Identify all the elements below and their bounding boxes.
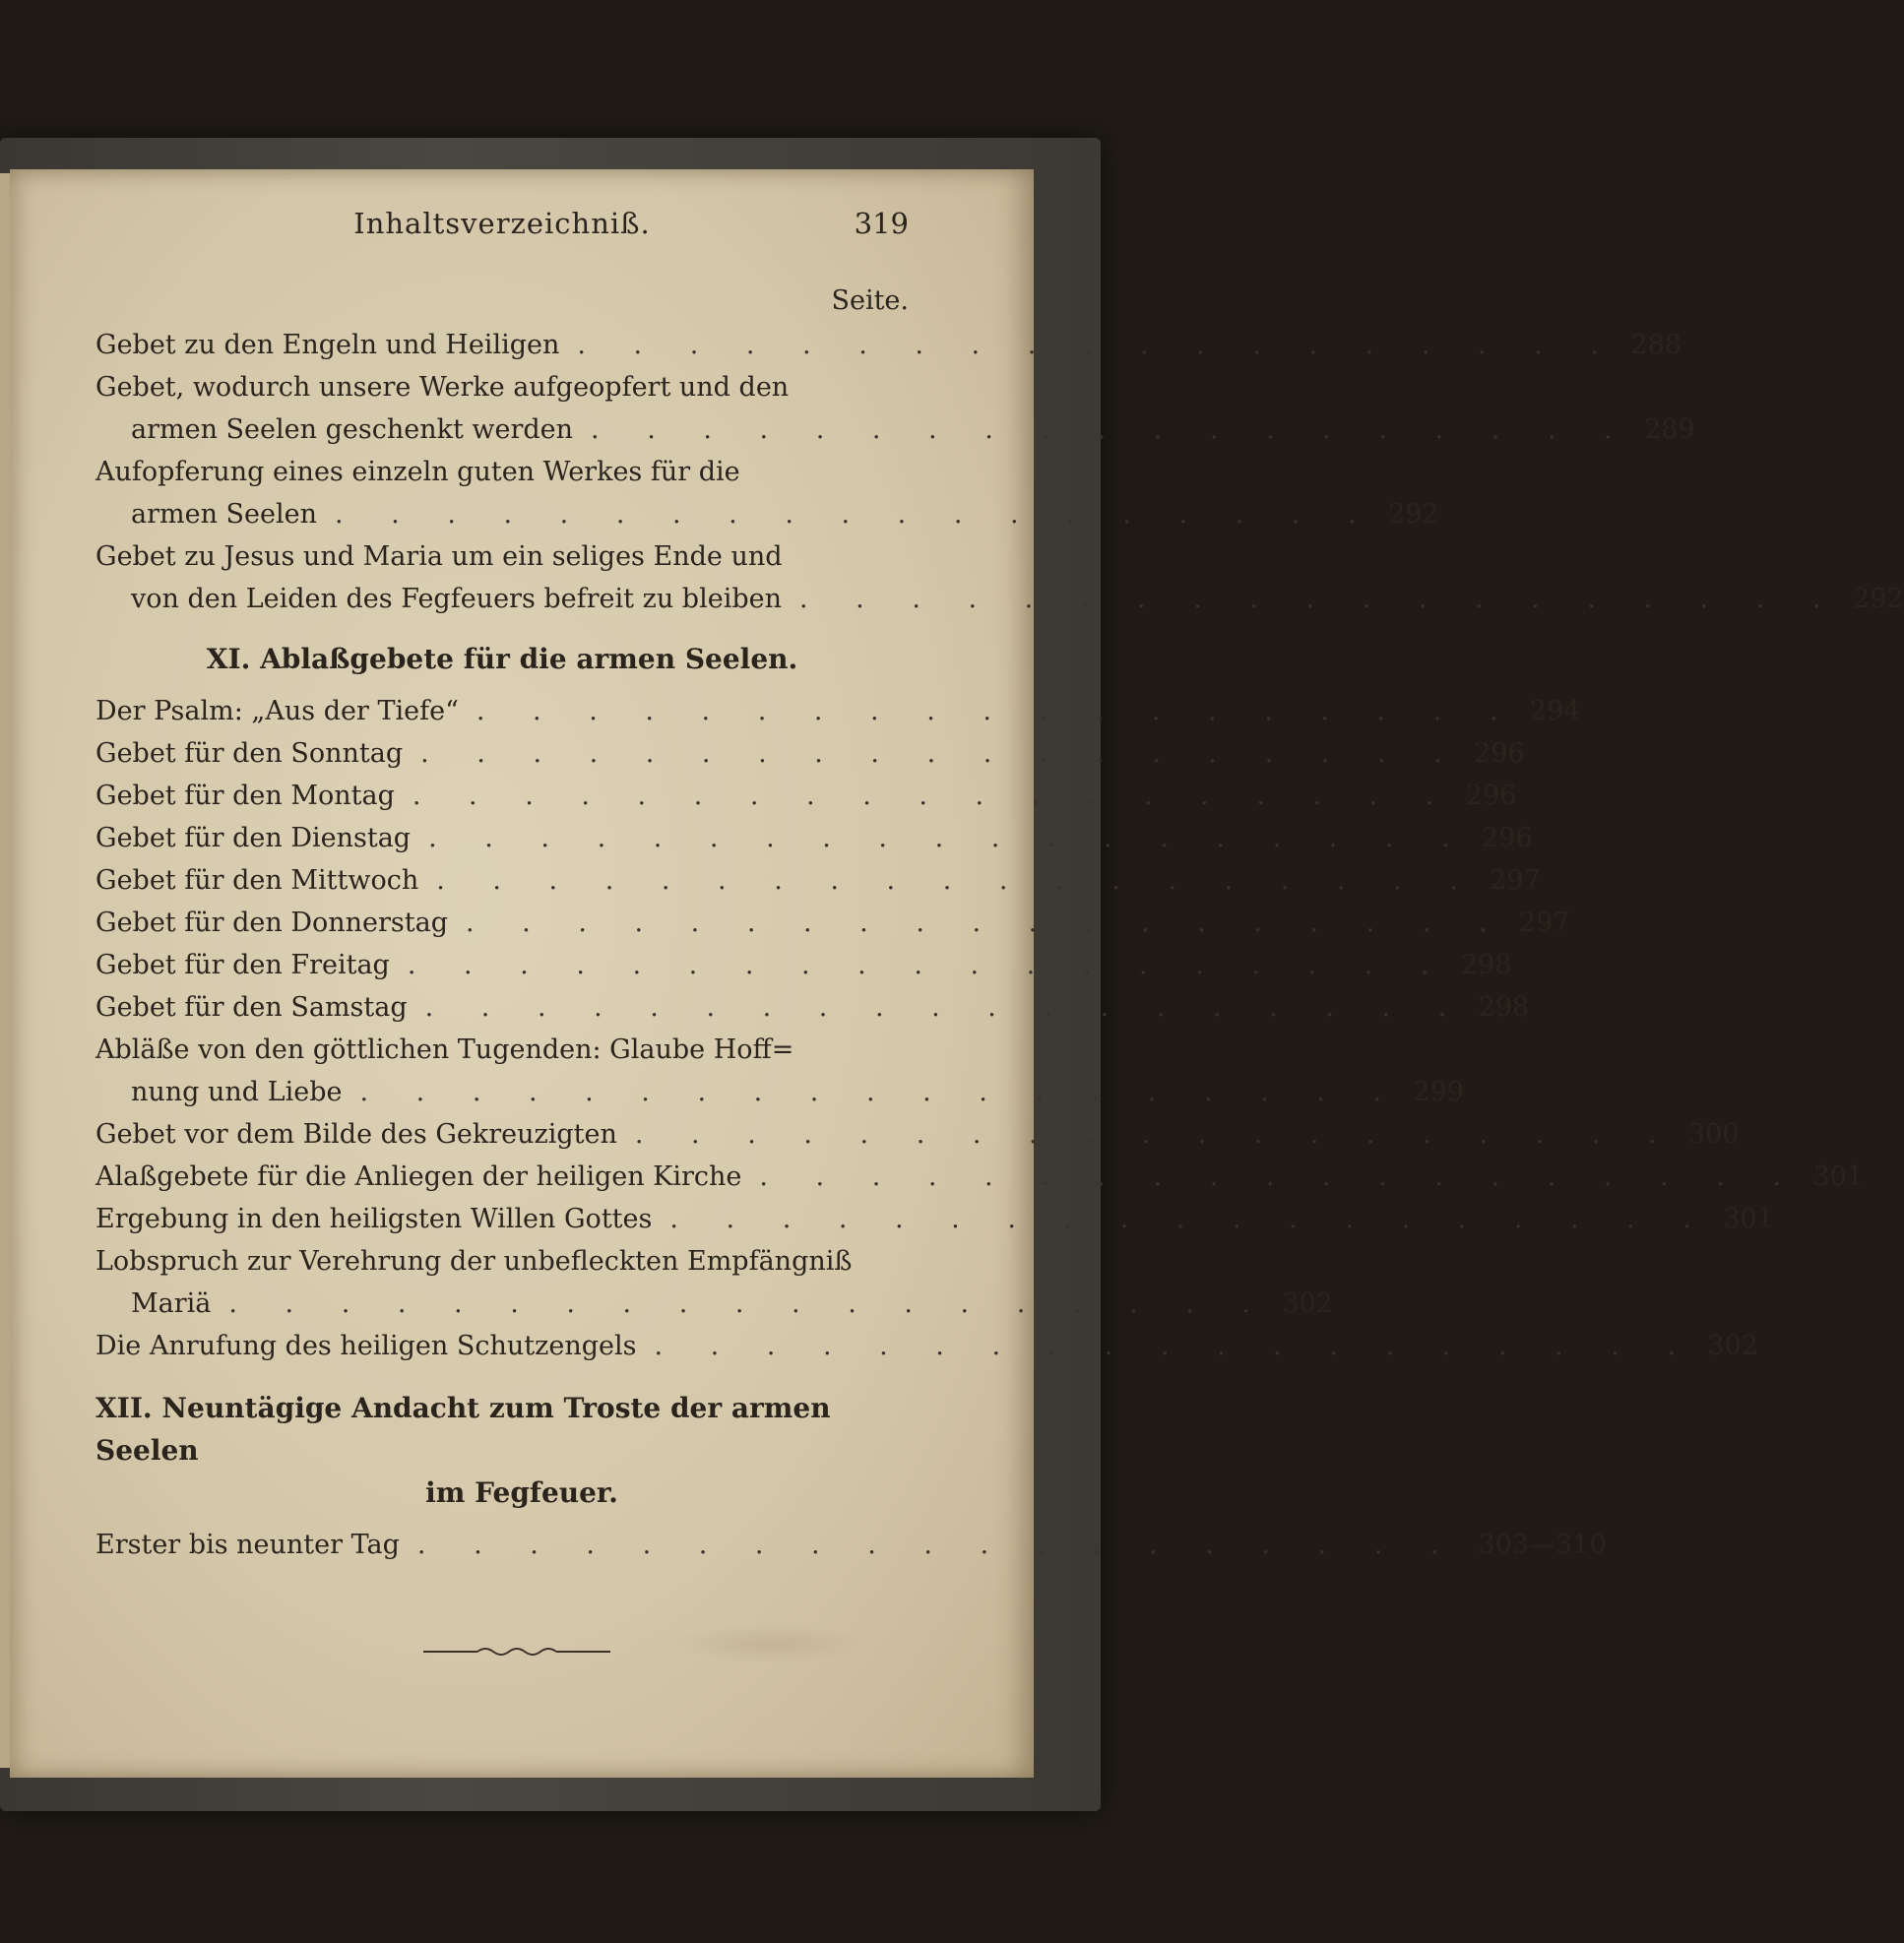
page-column-label: Seite. [831,285,909,316]
toc-entry [95,451,1439,535]
toc-page-number: 301 [1812,1161,1864,1192]
toc-page-number: 292 [1388,499,1439,530]
leader-dots: . . . . . . . . . . . . . . . . . . . [335,499,1376,530]
page-number: 319 [854,207,909,240]
toc-entry [95,1524,1607,1566]
toc-entry-text: Lobspruch zur Verehrung der unbefleckten Empfängniß [95,1246,853,1277]
ornament-divider [423,1644,610,1660]
toc-entry-text: Gebet für den Mittwoch [95,865,419,896]
toc-entry-text: Der Psalm: „Aus der Tiefe“ [95,696,459,726]
section-xii-line1: XII. Neuntägige Andacht zum Troste der armen Seelen [95,1392,831,1467]
section-heading-xii [95,1387,909,1514]
toc-page-number: 298 [1478,992,1530,1023]
leader-dots: . . . . . . . . . . . . . . . . . . . [359,1077,1402,1107]
toc-entry-line [95,859,1541,902]
toc-entry [95,690,1581,732]
toc-entry-text: Alaßgebete für die Anliegen der heiligen Kirche [95,1161,742,1192]
toc-entry-line [95,1071,1465,1113]
toc-entry-line [95,1240,909,1283]
toc-entry-line [95,944,1512,986]
toc-entry-text: Gebet für den Freitag [95,950,390,980]
toc-entry [95,986,1530,1029]
toc-entry-line [95,1283,1333,1325]
toc-entry-text: Mariä [131,1288,212,1319]
toc-entry-line [95,1198,1774,1240]
toc-entry [95,732,1525,775]
toc-entry [95,775,1517,817]
toc-page-number: 289 [1644,414,1695,445]
toc-entry-text: Die Anrufung des heiligen Schutzengels [95,1331,637,1361]
toc-entry-line [95,902,1570,944]
toc-entry-text: Ergebung in den heiligsten Willen Gottes [95,1204,653,1234]
toc-entry [95,944,1512,986]
leader-dots: . . . . . . . . . . . . . . . . . . . [577,330,1618,360]
toc-entry [95,1325,1759,1367]
leader-dots: . . . . . . . . . . . . . . . . . . . [228,1288,1270,1319]
leader-dots: . . . . . . . . . . . . . . . . . . . [436,865,1478,896]
leader-dots: . . . . . . . . . . . . . . . . . . . [416,1530,1459,1560]
page-stain [669,1624,866,1663]
entries-section-xii [95,1524,1607,1566]
toc-entry [95,1240,1333,1325]
toc-entry-line [95,690,1581,732]
toc-page-number: 292 [1853,584,1904,614]
leader-dots: . . . . . . . . . . . . . . . . . . . [634,1119,1677,1150]
toc-page-number: 300 [1687,1119,1740,1150]
toc-entry-text: Gebet für den Samstag [95,992,408,1023]
leader-dots: . . . . . . . . . . . . . . . . . . . [759,1161,1801,1192]
leader-dots: . . . . . . . . . . . . . . . . . . . [799,584,1841,614]
toc-entry [95,1113,1740,1156]
toc-entry [95,1029,1465,1113]
toc-entry-text: Gebet für den Sonntag [95,738,404,769]
toc-page-number: 288 [1630,330,1682,360]
toc-entry-text: Erster bis neunter Tag [95,1530,400,1560]
toc-entry [95,366,1695,451]
toc-page-number: 302 [1282,1288,1333,1319]
toc-entry [95,1198,1774,1240]
toc-entry-line [95,986,1530,1029]
toc-entry-line [95,324,1682,366]
toc-entry [95,859,1541,902]
toc-entry-text: Gebet zu Jesus und Maria um ein seliges Ende und [95,541,783,572]
toc-page-number: 296 [1482,823,1533,853]
leader-dots: . . . . . . . . . . . . . . . . . . . [412,781,1454,811]
toc-entry-line [95,1524,1607,1566]
toc-entry [95,1156,1864,1198]
toc-page-number: 303—310 [1478,1530,1607,1560]
leader-dots: . . . . . . . . . . . . . . . . . . . [424,992,1467,1023]
leader-dots: . . . . . . . . . . . . . . . . . . . [591,414,1632,445]
leader-dots: . . . . . . . . . . . . . . . . . . . [669,1204,1711,1234]
toc-entry-line [95,493,1439,535]
leader-dots: . . . . . . . . . . . . . . . . . . . [466,908,1507,938]
toc-entry-text: Abläße von den göttlichen Tugenden: Glaube Hoff= [95,1034,794,1065]
toc-page-number: 297 [1490,865,1541,896]
toc-entry [95,902,1570,944]
toc-entry-line [95,408,1695,451]
page-header [95,207,909,258]
toc-entry-line [95,1029,909,1071]
toc-entry-line [95,775,1517,817]
toc-page-number: 302 [1707,1331,1759,1361]
toc-entry [95,817,1533,859]
toc-entry [95,535,1904,620]
leader-dots: . . . . . . . . . . . . . . . . . . . [476,696,1518,726]
toc-entry-text: von den Leiden des Fegfeuers befreit zu bleiben [131,584,782,614]
leader-dots: . . . . . . . . . . . . . . . . . . . [654,1331,1696,1361]
toc-entry-text: Gebet für den Dienstag [95,823,412,853]
entries-before [95,324,1904,620]
toc-entry-line [95,1156,1864,1198]
leader-dots: . . . . . . . . . . . . . . . . . . . [407,950,1449,980]
toc-entry-text: nung und Liebe [131,1077,343,1107]
toc-entry-line [95,366,909,408]
toc-entry [95,324,1682,366]
toc-entry-line [95,817,1533,859]
toc-entry-line [95,535,909,578]
toc-entry-line [95,1325,1759,1367]
toc-entry-text: Aufopferung eines einzeln guten Werkes für die [95,457,740,487]
toc-page-number: 298 [1460,950,1512,980]
toc-entry-line [95,732,1525,775]
toc-entry-line [95,1113,1740,1156]
toc-page-number: 301 [1723,1204,1774,1234]
toc-entry-text: armen Seelen geschenkt werden [131,414,574,445]
toc-entry-text: Gebet, wodurch unsere Werke aufgeopfert und den [95,372,790,403]
toc-entry-text: armen Seelen [131,499,318,530]
toc-entry-text: Gebet für den Donnerstag [95,908,449,938]
toc-entry-line [95,451,909,493]
leader-dots: . . . . . . . . . . . . . . . . . . . [428,823,1470,853]
toc-page-number: 297 [1519,908,1570,938]
toc-page-number: 299 [1413,1077,1465,1107]
toc-page-number: 296 [1474,738,1525,769]
leader-dots: . . . . . . . . . . . . . . . . . . . [420,738,1462,769]
toc-entry-line [95,578,1904,620]
toc-entry-text: Gebet für den Montag [95,781,395,811]
table-of-contents [95,207,1904,1566]
toc-page-number: 294 [1529,696,1581,726]
section-heading-xi: XI. Ablaßgebete für die armen Seelen. [206,643,798,675]
entries-section-xi [95,690,1864,1367]
toc-entry-text: Gebet vor dem Bilde des Gekreuzigten [95,1119,617,1150]
toc-page-number: 296 [1465,781,1517,811]
running-title: Inhaltsverzeichniß. [353,207,651,240]
section-xii-line2: im Fegfeuer. [425,1476,618,1509]
toc-entry-text: Gebet zu den Engeln und Heiligen [95,330,560,360]
